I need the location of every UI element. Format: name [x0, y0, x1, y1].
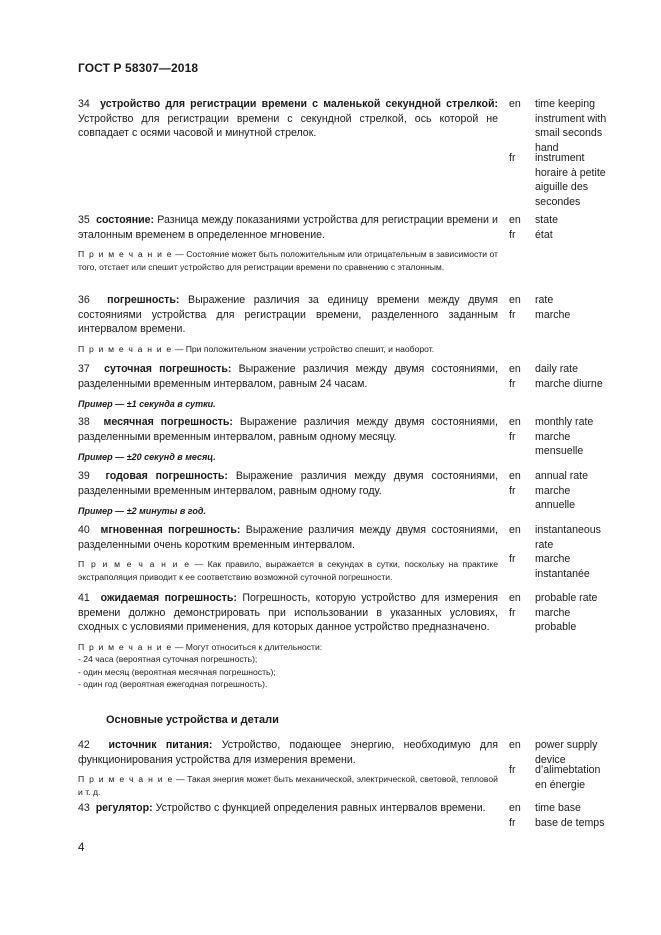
entry-number: 41	[78, 592, 90, 604]
entry-number: 38	[78, 416, 90, 428]
lang-row	[509, 801, 609, 816]
lang-row	[509, 816, 609, 831]
entry-term: источник питания:	[108, 739, 213, 751]
lang-row	[509, 97, 609, 154]
lang-terms	[509, 523, 609, 581]
lang-code: fr	[509, 152, 516, 164]
lang-row	[509, 213, 609, 228]
lang-code: en	[509, 416, 521, 428]
note-label: П р и м е ч а н и е	[78, 343, 173, 354]
entry-note	[78, 641, 498, 691]
entry-number: 36	[78, 294, 90, 306]
entry-definition: Устройство для регистрации времени с секундной стрелкой, ось которой не совпадает с осями часовой и минутной стрелок.	[78, 112, 498, 140]
lang-code: en	[509, 214, 521, 226]
lang-term: power supply device	[535, 739, 598, 766]
lang-row	[509, 377, 609, 392]
note-text: — Могут относиться к длительности:	[172, 641, 323, 652]
lang-term: état	[535, 228, 553, 241]
page-number: 4	[78, 842, 85, 854]
lang-code: fr	[509, 228, 516, 241]
entry-definition: Погрешность, которую устройство для измерения времени должно демонстрировать при использовании в указанных условиях, сходных с условиями применения, для которых данное устройство предназначено.	[78, 592, 499, 634]
lang-term: instrument horaire à petite aiguille des secondes	[535, 152, 606, 208]
entry-example: Пример — ±1 секунда в сутки.	[78, 399, 216, 410]
lang-term: time keeping instrument with smail seconds hand	[535, 98, 607, 154]
entry-number: 43	[78, 802, 90, 814]
lang-term: marche mensuelle	[535, 430, 584, 458]
lang-term: base de temps	[535, 816, 605, 829]
note-text: — Состояние может быть положительным или отрицательным в зависимости от того, отстает или спешит устройство для регистрации времени по сравнению с эталонным.	[78, 249, 498, 272]
lang-term: daily rate	[535, 363, 578, 375]
entry-number: 42	[78, 739, 90, 751]
lang-terms	[509, 591, 609, 635]
entry-text	[78, 415, 498, 463]
lang-row	[509, 738, 609, 766]
entry-text	[78, 801, 498, 816]
note-label: П р и м е ч а н и е	[78, 774, 174, 785]
entry-note	[78, 248, 498, 273]
lang-code: fr	[509, 308, 516, 321]
entry-term: годовая погрешность:	[105, 470, 228, 482]
entry-term: устройство для регистрации времени с маленькой секундной стрелкой:	[100, 98, 498, 110]
lang-terms	[509, 801, 609, 830]
document-header: ГОСТ Р 58307—2018	[78, 61, 199, 75]
entry-definition: Устройство, подающее энергию, необходимую для функционирования устройства для измерения времени.	[78, 739, 498, 766]
lang-term: d’alimebtation en énergie	[535, 764, 601, 791]
note-label: П р и м е ч а н и е	[78, 249, 173, 260]
entry-text	[78, 738, 498, 798]
entry-number: 40	[78, 524, 90, 536]
lang-code: en	[509, 470, 521, 482]
lang-term: annual rate	[535, 470, 589, 482]
entry-text	[78, 469, 498, 517]
entry-definition: Разница между показаниями устройства для регистрации времени и эталонным временем в определенное мгновение.	[78, 214, 498, 241]
note-text: — Как правило, выражается в секундах в сутки, поскольку на практике экстраполяция приводит к ее соответствию возможной суточной погрешности.	[78, 559, 498, 582]
lang-row	[509, 469, 609, 484]
lang-code: fr	[509, 764, 516, 776]
lang-row	[509, 606, 609, 635]
note-text: — Такая энергия может быть механической, электрической, световой, тепловой и т. д.	[78, 774, 498, 797]
lang-row	[509, 308, 609, 323]
section-title: Основные устройства и детали	[106, 714, 279, 726]
lang-code: fr	[509, 377, 516, 390]
entry-definition: Устройство с функцией определения равных интервалов времени.	[155, 802, 486, 814]
lang-row	[509, 362, 609, 377]
lang-term: instantaneous rate	[535, 524, 601, 551]
lang-row	[509, 430, 609, 459]
lang-terms	[509, 362, 609, 391]
entry-number: 35	[78, 214, 90, 226]
lang-row	[509, 591, 609, 606]
lang-term: rate	[535, 294, 554, 306]
entry-definition: Выражение различия между двумя состояниями, разделенными временным интервалом, равным 24 часам.	[78, 363, 499, 390]
entry-note	[78, 773, 498, 798]
lang-code: en	[509, 363, 521, 375]
lang-code: fr	[509, 484, 516, 497]
entry-text	[78, 523, 498, 583]
lang-term: marche probable	[535, 606, 577, 634]
lang-terms	[509, 415, 609, 459]
entry-term: месячная погрешность:	[103, 416, 233, 428]
entry-term: погрешность:	[107, 294, 180, 306]
lang-terms	[509, 469, 609, 513]
note-list-item: - один год (вероятная ежегодная погрешность).	[78, 679, 268, 689]
lang-row	[509, 763, 609, 792]
lang-term: marche	[535, 308, 571, 321]
lang-code: fr	[509, 430, 516, 443]
lang-term: monthly rate	[535, 416, 594, 428]
entry-note	[78, 558, 498, 583]
entry-number: 37	[78, 363, 90, 375]
lang-row	[509, 484, 609, 513]
lang-row	[509, 293, 609, 308]
entry-term: мгновенная погрешность:	[100, 524, 241, 536]
lang-code: fr	[509, 606, 516, 619]
entry-number: 39	[78, 470, 90, 482]
entry-definition: Выражение различия между двумя состояниями, разделенными очень коротким временным интервалом.	[78, 524, 498, 551]
note-label: П р и м е ч а н и е	[78, 641, 173, 652]
entry-definition: Выражение различия за единицу времени между двумя состояниями устройства для регистрации времени, разделенного заданным интервалом времени.	[78, 294, 498, 336]
lang-code: en	[509, 592, 521, 604]
entry-text	[78, 97, 498, 141]
lang-term: time base	[535, 802, 581, 814]
note-label: П р и м е ч а н и е	[78, 559, 191, 570]
lang-code: en	[509, 98, 521, 110]
lang-code: fr	[509, 553, 516, 566]
entry-number: 34	[78, 98, 90, 110]
entry-text	[78, 213, 498, 273]
lang-row	[509, 552, 609, 581]
lang-terms	[509, 293, 609, 322]
entry-text	[78, 293, 498, 355]
lang-row	[509, 415, 609, 430]
lang-term: marche instantanée	[535, 553, 590, 580]
lang-code: en	[509, 294, 521, 306]
note-list-item: - 24 часа (вероятная суточная погрешность);	[78, 654, 258, 665]
lang-terms	[509, 97, 609, 209]
lang-terms	[509, 738, 609, 792]
note-text: — При положительном значении устройство спешит, и наоборот.	[172, 343, 435, 354]
entry-example: Пример — ±2 минуты в год.	[78, 506, 206, 517]
lang-code: en	[509, 802, 521, 814]
lang-row	[509, 523, 609, 552]
lang-term: probable rate	[535, 592, 598, 604]
entry-text	[78, 591, 498, 690]
lang-code: en	[509, 739, 521, 751]
entry-definition: Выражение различия между двумя состояниями, разделенными временным интервалом, равным одному месяцу.	[78, 416, 499, 443]
lang-code: en	[509, 524, 521, 536]
entry-term: регулятор:	[95, 802, 153, 814]
entry-text	[78, 362, 498, 410]
entry-definition: Выражение различия между двумя состояниями, разделенными временным интервалом, равным одному году.	[78, 470, 499, 497]
lang-term: marche annuelle	[535, 484, 576, 512]
lang-term: state	[535, 214, 558, 226]
note-list-item: - один месяц (вероятная месячная погрешность);	[78, 666, 276, 677]
lang-code: fr	[509, 816, 516, 829]
entry-term: суточная погрешность:	[104, 363, 232, 375]
lang-terms	[509, 213, 609, 242]
lang-term: marche diurne	[535, 377, 603, 390]
entry-term: ожидаемая погрешность:	[100, 592, 237, 604]
entry-term: состояние:	[96, 214, 155, 226]
lang-row	[509, 228, 609, 243]
entry-example: Пример — ±20 секунд в месяц.	[78, 452, 216, 463]
lang-row	[509, 151, 609, 209]
entry-note	[78, 343, 498, 355]
